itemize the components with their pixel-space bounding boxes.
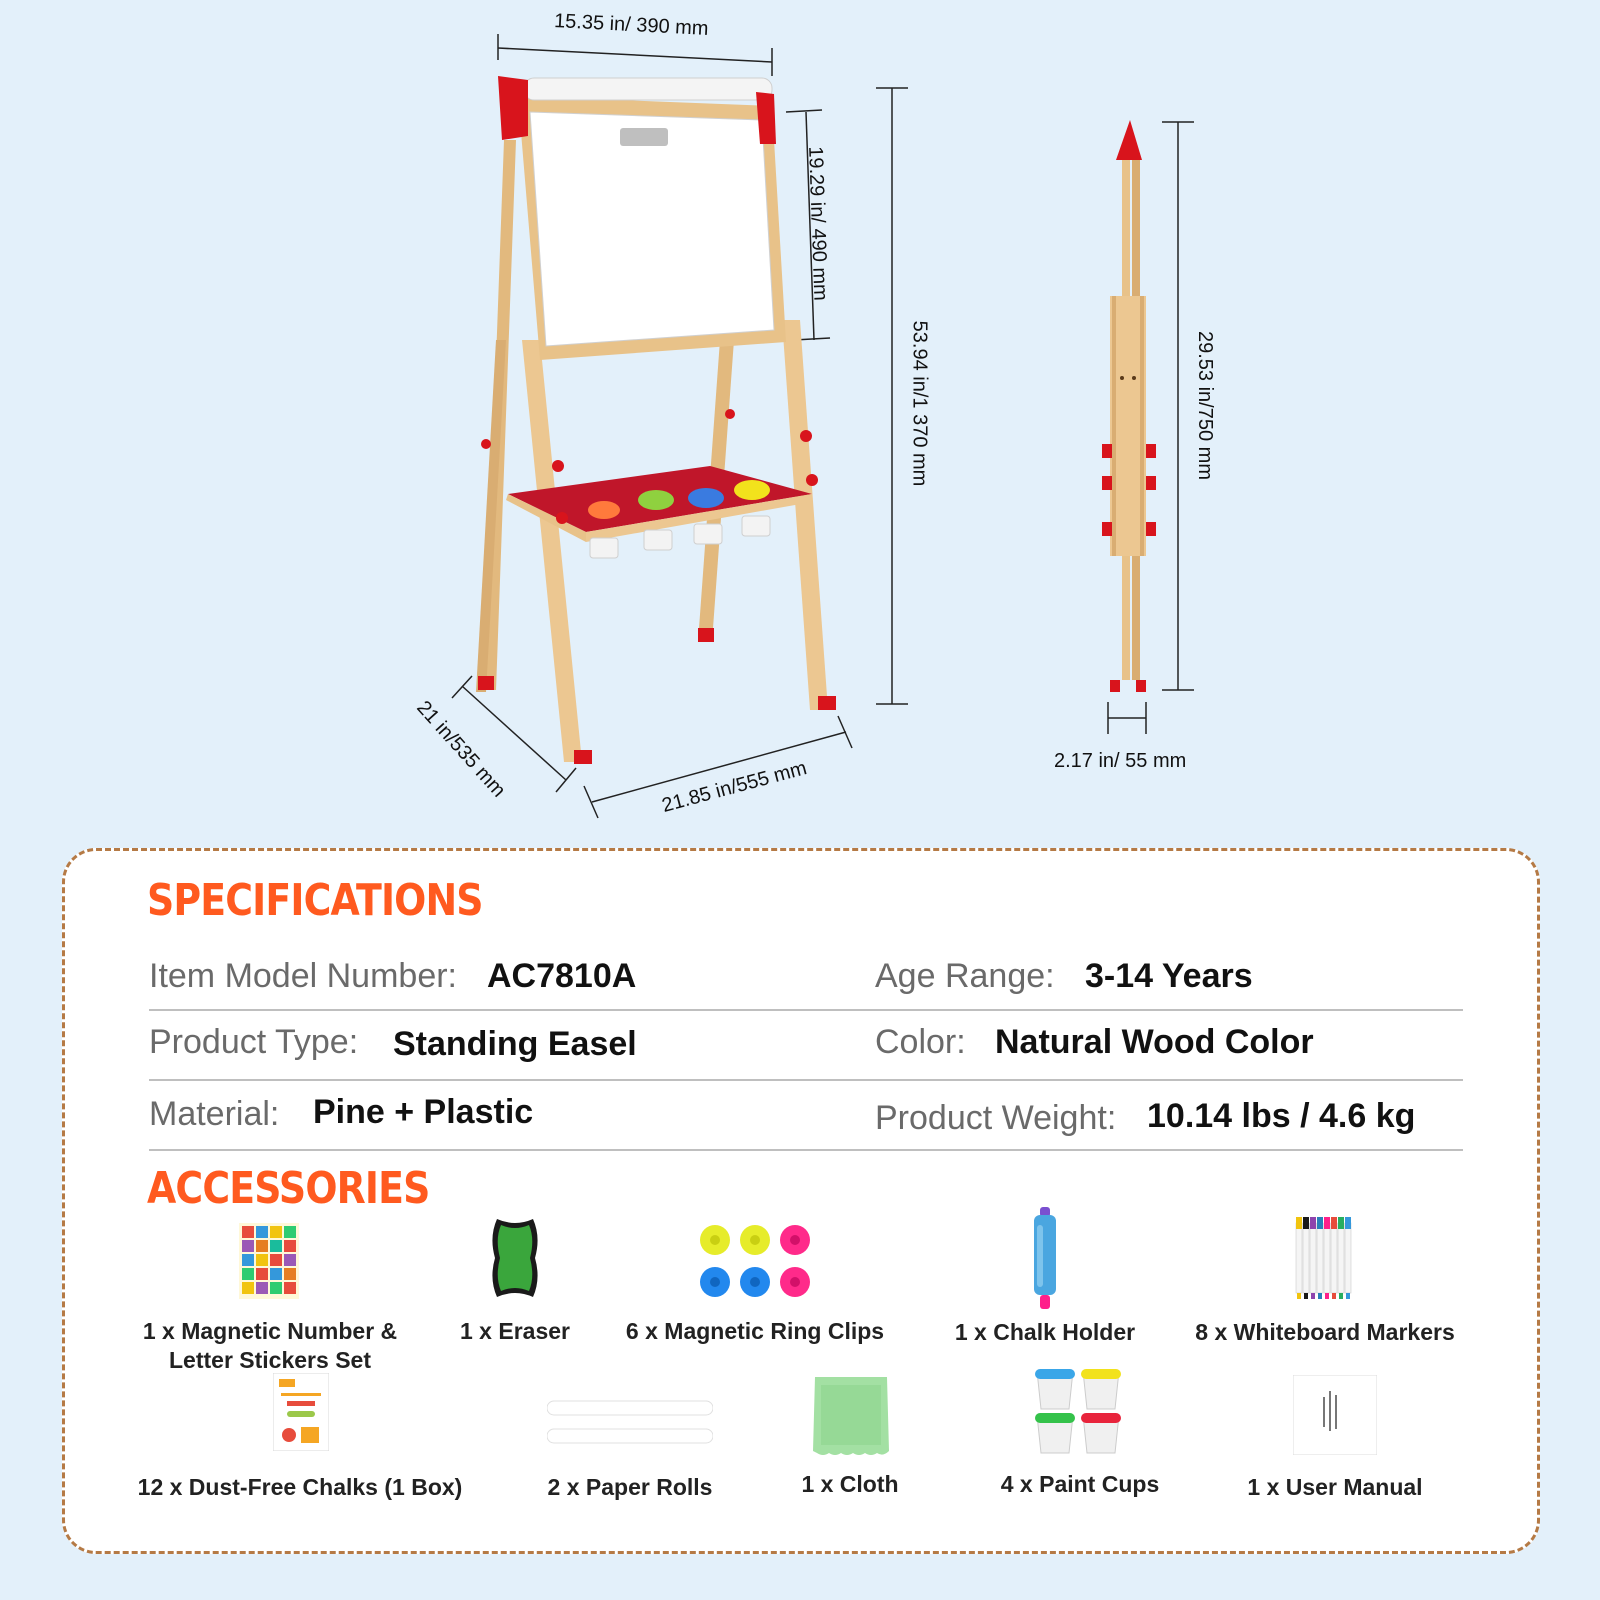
dim-top-width: 15.35 in/ 390 mm <box>553 9 710 41</box>
spec-label-type: Product Type: <box>149 1023 359 1061</box>
accessory-label: 4 x Paint Cups <box>1000 1471 1160 1497</box>
easel-front-view <box>476 76 836 764</box>
spec-divider <box>149 1009 1463 1011</box>
paint-cups-icon <box>1035 1367 1123 1457</box>
spec-label-weight: Product Weight: <box>875 1099 1117 1137</box>
user-manual-icon <box>1293 1375 1377 1455</box>
cloth-icon <box>811 1375 891 1457</box>
easel-side-view <box>1102 120 1156 692</box>
dim-board-height: 19.29 in/ 490 mm <box>804 145 832 302</box>
markers-icon <box>1295 1217 1355 1301</box>
accessory-label: 1 x Magnetic Number & Letter Stickers Set <box>142 1318 398 1373</box>
accessories-title: ACCESSORIES <box>147 1163 430 1214</box>
spec-value-type: Standing Easel <box>393 1025 637 1063</box>
spec-value-weight: 10.14 lbs / 4.6 kg <box>1147 1097 1416 1135</box>
accessory-label: 12 x Dust-Free Chalks (1 Box) <box>137 1474 463 1500</box>
spec-label-model: Item Model Number: <box>149 957 457 995</box>
dim-folded-height: 29.53 in/750 mm <box>1193 331 1216 480</box>
spec-label-material: Material: <box>149 1095 280 1133</box>
chalk-box-icon <box>273 1373 329 1451</box>
spec-value-material: Pine + Plastic <box>313 1093 534 1131</box>
dim-base-width: 21.85 in/555 mm <box>659 757 810 817</box>
accessory-label: 2 x Paper Rolls <box>547 1474 713 1500</box>
letter-stickers-icon <box>239 1223 299 1299</box>
accessory-label: 1 x Cloth <box>801 1471 899 1497</box>
specs-card <box>62 848 1540 1554</box>
spec-value-age: 3-14 Years <box>1085 957 1253 995</box>
spec-divider <box>149 1079 1463 1081</box>
paper-rolls-icon <box>547 1399 713 1445</box>
spec-label-age: Age Range: <box>875 957 1055 995</box>
dim-total-height: 53.94 in/1 370 mm <box>908 320 931 487</box>
accessory-label: 1 x User Manual <box>1247 1474 1423 1500</box>
spec-value-color: Natural Wood Color <box>995 1023 1314 1061</box>
accessory-label: 6 x Magnetic Ring Clips <box>625 1318 885 1344</box>
specifications-title: SPECIFICATIONS <box>147 875 483 926</box>
eraser-icon <box>489 1217 541 1299</box>
dim-depth: 21 in/535 mm <box>412 696 510 802</box>
accessory-label: 1 x Chalk Holder <box>954 1319 1136 1345</box>
accessory-label: 8 x Whiteboard Markers <box>1195 1319 1455 1345</box>
spec-divider <box>149 1149 1463 1151</box>
dim-folded-thickness: 2.17 in/ 55 mm <box>1054 750 1187 772</box>
accessory-label: 1 x Eraser <box>460 1318 570 1344</box>
spec-value-model: AC7810A <box>487 957 637 995</box>
ring-clips-icon <box>699 1223 813 1299</box>
chalk-holder-icon <box>1031 1207 1059 1311</box>
spec-label-color: Color: <box>875 1023 966 1061</box>
